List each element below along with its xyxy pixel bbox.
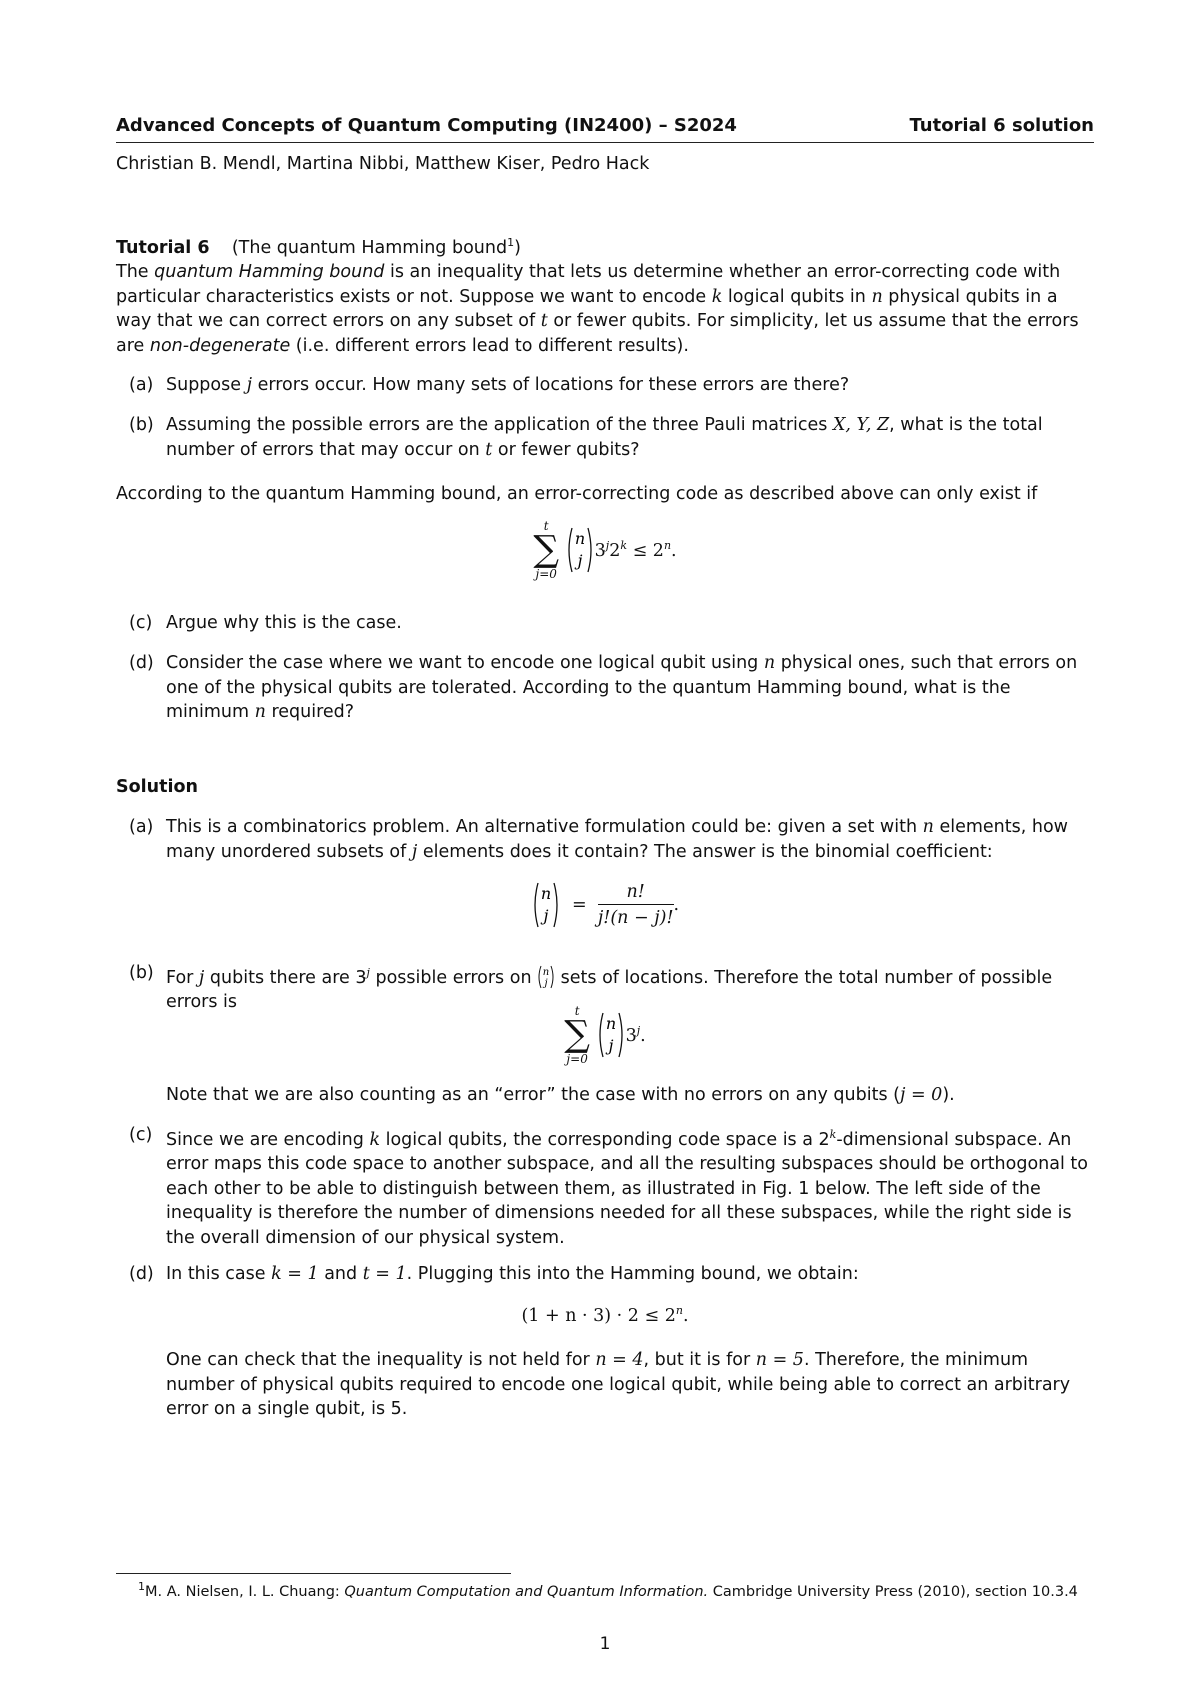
term-hamming-bound: quantum Hamming bound (154, 262, 385, 283)
header-rule (116, 142, 1094, 143)
binomial-nj-def (531, 880, 561, 930)
footnote: $^1$M. A. Nielsen, I. L. Chuang: Quantum Computation and Quantum Information. Cambridge University Press (2010), section 10.3.4 (138, 1580, 1078, 1600)
solution-b-note: Note that we are also counting as an “error” the case with no errors on any qubits (j = 0). (166, 1085, 955, 1105)
hamming-bound-equation: t ∑ j=0 n j $3^j2^k \le 2^n$. (533, 519, 677, 581)
svg-text:n: n (540, 884, 552, 903)
plugged-equation: $(1 + n \cdot 3) \cdot 2 \le 2^n$. (521, 1304, 689, 1326)
footnote-rule (116, 1573, 511, 1574)
inline-binomial (537, 965, 555, 989)
total-errors-equation: t ∑ j=0 n j 3$^j$. (564, 1004, 646, 1066)
svg-text:j: j (544, 977, 548, 989)
running-header (116, 115, 1094, 136)
binomial-nj-sum (596, 1010, 626, 1060)
footnote-ref: 1 (507, 236, 515, 249)
svg-text:n: n (605, 1014, 616, 1033)
authors: Christian B. Mendl, Martina Nibbi, Matthew Kiser, Pedro Hack (116, 154, 650, 174)
solution-heading: Solution (116, 777, 198, 797)
svg-text:j: j (608, 1036, 614, 1055)
header-course: Advanced Concepts of Quantum Computing (IN2400) – S2024 (116, 115, 737, 136)
binomial-equation: n j = $\frac{n!}{j!(n - j)!}$ . (116, 880, 1094, 930)
svg-text:n: n (542, 966, 550, 978)
book-title: Quantum Computation and Quantum Information. (344, 1583, 709, 1600)
solution-d-conclusion: One can check that the inequality is not held for n = 4, but it is for n = 5. Therefore, the minimum number of physical qubits required to encode one logical qubit, while being able to correct an arbitrary error on a single qubit, is 5. (166, 1350, 1071, 1419)
header-tutorial-label: Tutorial 6 solution (909, 115, 1094, 136)
tutorial-title: (The quantum Hamming bound (231, 237, 508, 258)
term-non-degenerate: non-degenerate (149, 335, 291, 356)
svg-text:n: n (574, 529, 585, 548)
according-text: According to the quantum Hamming bound, an error-correcting code as described above can only exist if (116, 484, 1038, 504)
svg-text:j: j (543, 906, 549, 925)
svg-text:j: j (577, 551, 583, 570)
page-number: 1 (599, 1634, 611, 1654)
tutorial-intro: Tutorial 6 (The quantum Hamming bound$^1$) The quantum Hamming bound is an inequality that lets us determine whether an error-correcting code with particular characteristics exists or not. Suppose we want to encode k logical qubits in n physical qubits in a way that we can correct errors on any subset of t or fewer qubits. For simplicity, let us assume that the errors are non-degenerate (i.e. different errors lead to different results). (116, 236, 1079, 356)
tutorial-label: Tutorial 6 (116, 237, 210, 258)
binomial-nj (565, 525, 595, 575)
